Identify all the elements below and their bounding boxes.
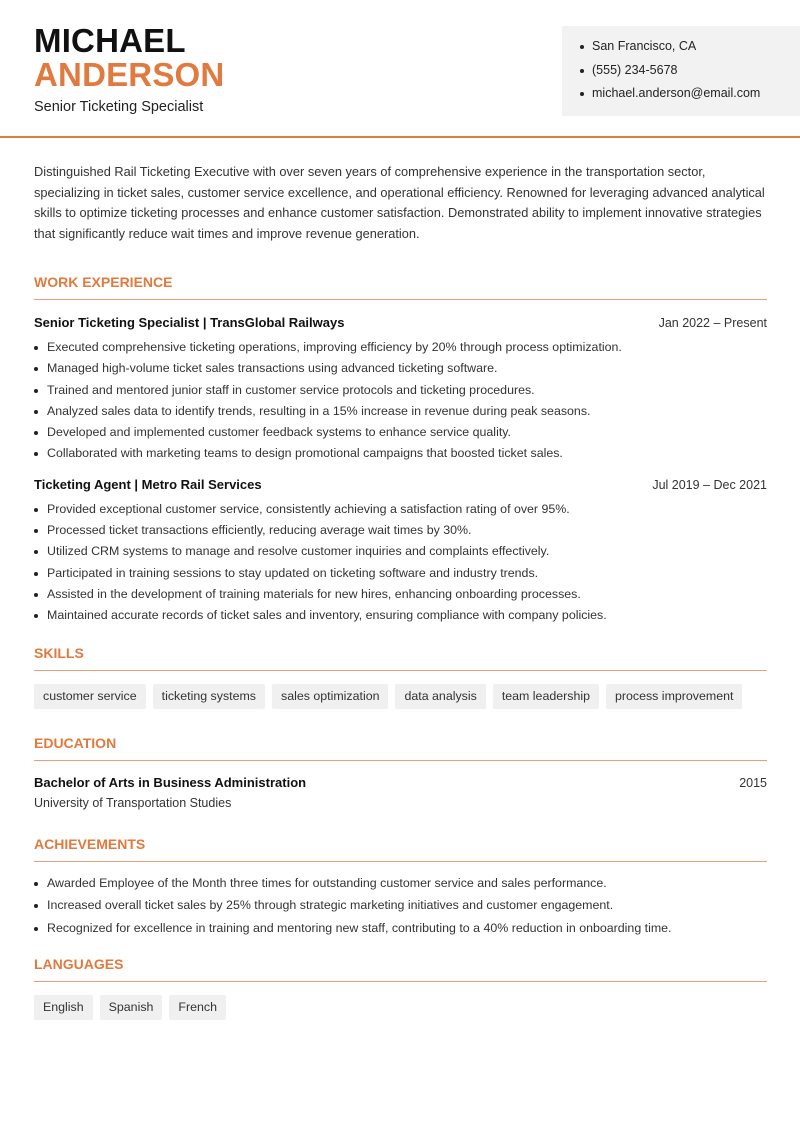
education-header <box>34 775 767 790</box>
bullet-icon <box>34 550 38 554</box>
skill-tag: customer service <box>34 684 146 709</box>
education-section <box>34 735 767 810</box>
job-header <box>34 477 767 492</box>
job-entry <box>34 477 767 629</box>
bullet-icon <box>34 882 38 886</box>
list-item: Utilized CRM systems to manage and resolve customer inquiries and complaints effectively. <box>34 543 767 564</box>
achievements-list <box>34 875 767 943</box>
list-item: Provided exceptional customer service, consistently achieving a satisfaction rating of over 95%. <box>34 501 767 522</box>
education-entry <box>34 775 767 810</box>
bullet-icon <box>34 346 38 350</box>
bullet-icon <box>34 614 38 618</box>
degree-name: Bachelor of Arts in Business Administration <box>34 774 307 790</box>
section-title-work: WORK EXPERIENCE <box>34 274 767 300</box>
skill-tag: ticketing systems <box>153 684 265 709</box>
bullet-icon <box>34 927 38 931</box>
contact-email: michael.anderson@email.com <box>580 85 800 109</box>
list-item: Developed and implemented customer feedback systems to enhance service quality. <box>34 424 767 445</box>
job-entry <box>34 315 767 467</box>
job-title: Senior Ticketing Specialist | TransGlobal Railways <box>34 315 345 330</box>
contact-location: San Francisco, CA <box>580 38 800 62</box>
list-item: Processed ticket transactions efficiently, reducing average wait times by 30%. <box>34 522 767 543</box>
language-tag: Spanish <box>100 995 163 1020</box>
bullet-icon <box>580 45 584 49</box>
job-bullets <box>34 501 767 629</box>
graduation-year: 2015 <box>739 775 767 790</box>
first-name: MICHAEL <box>34 22 186 59</box>
list-item: Trained and mentored junior staff in customer service protocols and ticketing procedures. <box>34 382 767 403</box>
section-title-languages: LANGUAGES <box>34 956 767 982</box>
language-tags <box>34 995 767 1020</box>
list-item: Executed comprehensive ticketing operations, improving efficiency by 20% through process optimization. <box>34 339 767 360</box>
skill-tag: sales optimization <box>272 684 388 709</box>
list-item: Collaborated with marketing teams to design promotional campaigns that boosted ticket sales. <box>34 445 767 466</box>
list-item: Recognized for excellence in training and mentoring new staff, contributing to a 40% reduction in onboarding time. <box>34 920 767 943</box>
job-dates: Jul 2019 – Dec 2021 <box>652 477 767 492</box>
section-title-achievements: ACHIEVEMENTS <box>34 836 767 862</box>
job-header <box>34 315 767 330</box>
bullet-icon <box>34 389 38 393</box>
bullet-icon <box>580 69 584 73</box>
bullet-icon <box>34 572 38 576</box>
summary-paragraph: Distinguished Rail Ticketing Executive with over seven years of comprehensive experience in the transportation sector, specializing in ticket sales, customer service excellence, and operational efficiency. Renowned for leveraging advanced analytical skills to optimize ticketing processes and enhance customer satisfaction. Demonstrated ability to implement innovative strategies that significantly reduce wait times and improve revenue generation. <box>34 164 765 241</box>
resume-body <box>34 162 767 1020</box>
resume-header <box>0 0 800 138</box>
last-name: ANDERSON <box>34 56 225 93</box>
language-tag: French <box>169 995 226 1020</box>
list-item: Assisted in the development of training materials for new hires, enhancing onboarding processes. <box>34 586 767 607</box>
work-experience-section <box>34 274 767 629</box>
bullet-icon <box>34 508 38 512</box>
candidate-name <box>34 24 224 92</box>
achievements-section <box>34 836 767 943</box>
list-item: Awarded Employee of the Month three times for outstanding customer service and sales performance. <box>34 875 767 898</box>
job-bullets <box>34 339 767 467</box>
bullet-icon <box>34 593 38 597</box>
bullet-icon <box>34 410 38 414</box>
contact-box <box>562 26 800 116</box>
section-title-education: EDUCATION <box>34 735 767 761</box>
languages-section <box>34 956 767 1020</box>
contact-phone: (555) 234-5678 <box>580 62 800 86</box>
list-item: Analyzed sales data to identify trends, resulting in a 15% increase in revenue during peak seasons. <box>34 403 767 424</box>
job-title-headline: Senior Ticketing Specialist <box>34 99 204 115</box>
skills-tags <box>34 684 767 709</box>
school-name: University of Transportation Studies <box>34 795 232 810</box>
job-title: Ticketing Agent | Metro Rail Services <box>34 476 262 492</box>
bullet-icon <box>34 452 38 456</box>
list-item: Managed high-volume ticket sales transactions using advanced ticketing software. <box>34 360 767 381</box>
list-item: Participated in training sessions to stay updated on ticketing software and industry trends. <box>34 565 767 586</box>
language-tag: English <box>34 995 93 1020</box>
bullet-icon <box>34 367 38 371</box>
skill-tag: team leadership <box>493 684 599 709</box>
skills-section <box>34 645 767 709</box>
bullet-icon <box>34 529 38 533</box>
list-item: Increased overall ticket sales by 25% through strategic marketing initiatives and customer engagement. <box>34 897 767 920</box>
skill-tag: data analysis <box>395 684 485 709</box>
job-dates: Jan 2022 – Present <box>658 316 767 330</box>
skill-tag: process improvement <box>606 684 742 709</box>
bullet-icon <box>34 904 38 908</box>
section-title-skills: SKILLS <box>34 645 767 671</box>
bullet-icon <box>34 431 38 435</box>
list-item: Maintained accurate records of ticket sales and inventory, ensuring compliance with company policies. <box>34 607 767 628</box>
bullet-icon <box>580 92 584 96</box>
